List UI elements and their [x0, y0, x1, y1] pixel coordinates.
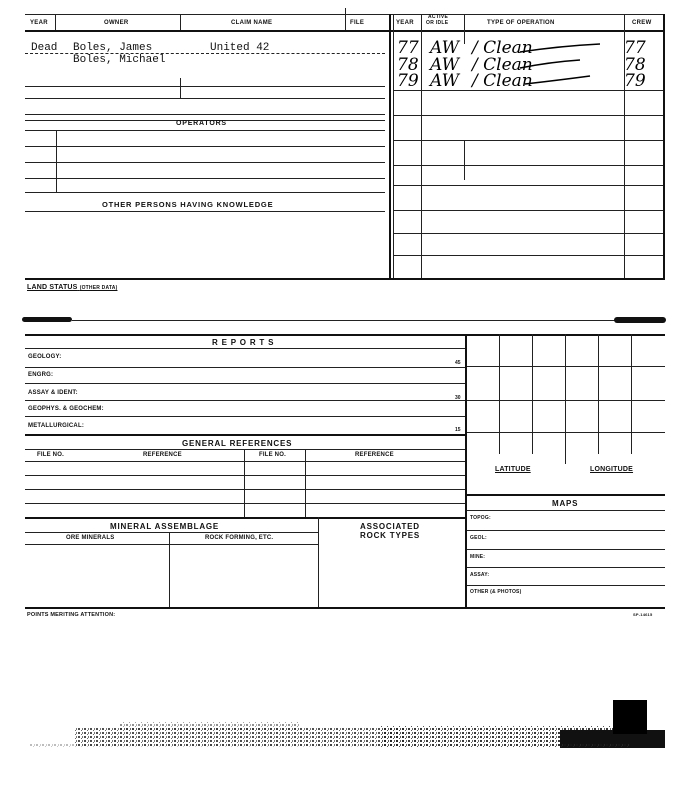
report-geology: GEOLOGY:	[28, 354, 62, 360]
row-rule	[393, 90, 663, 91]
header-type-of-operation: TYPE OF OPERATION	[487, 20, 555, 26]
op-type-3: / Clean	[472, 71, 533, 91]
report-geophys: GEOPHYS. & GEOCHEM:	[28, 406, 104, 412]
row-rule	[25, 348, 465, 349]
maps-topog: TOPOG:	[470, 515, 491, 521]
op-status-2: AW	[430, 55, 460, 75]
row-rule	[467, 510, 665, 511]
latitude-label: LATITUDE	[495, 466, 531, 473]
row-rule	[467, 549, 665, 550]
longitude-label: LONGITUDE	[590, 466, 634, 473]
report-metallurgical-num: 15	[455, 427, 461, 433]
header-active: ACTIVE	[428, 14, 449, 20]
form-number: SP-14615	[633, 612, 653, 617]
ink-smear-right	[614, 317, 666, 323]
grid-line	[598, 334, 599, 454]
row-rule	[25, 114, 385, 115]
op-type-1: / Clean	[472, 38, 533, 58]
form-bottom-rule	[25, 607, 665, 609]
header-crew: CREW	[632, 20, 652, 26]
row-rule	[25, 178, 385, 179]
top-block-bottom-rule	[25, 278, 665, 280]
maps-heading: MAPS	[552, 499, 579, 508]
header-file: FILE	[350, 20, 365, 26]
row-rule	[25, 475, 465, 476]
header-bottom-rule	[25, 30, 663, 32]
row-rule	[393, 140, 663, 141]
op-status-3: AW	[430, 71, 460, 91]
ref-reference-2: REFERENCE	[355, 452, 394, 458]
handwriting-strokes	[480, 40, 650, 90]
grid-line	[467, 366, 665, 367]
grid-line	[532, 334, 533, 454]
row-rule	[467, 567, 665, 568]
op-type-2: / Clean	[472, 55, 533, 75]
scan-noise	[0, 700, 678, 780]
reports-heading: R E P O R T S	[212, 338, 275, 347]
row-rule	[72, 320, 617, 321]
row-rule	[25, 146, 385, 147]
row-rule	[25, 86, 385, 87]
row-rule	[25, 517, 465, 519]
ref-file-no-1: FILE NO.	[37, 452, 64, 458]
row-rule	[25, 489, 465, 490]
row-rule	[467, 585, 665, 586]
claim-name-value: United 42	[210, 42, 270, 54]
owner-entry-year: Dead	[31, 42, 58, 54]
row-rule	[25, 400, 465, 401]
header-claim-name: CLAIM NAME	[231, 20, 273, 26]
row-rule	[25, 449, 465, 450]
col-sep	[180, 78, 181, 98]
mineral-assemblage-heading: MINERAL ASSEMBLAGE	[110, 522, 220, 531]
row-rule	[393, 115, 663, 116]
report-metallurgical: METALLURGICAL:	[28, 423, 85, 429]
row-rule	[25, 130, 385, 131]
general-references-heading: GENERAL REFERENCES	[182, 439, 293, 448]
row-rule	[25, 434, 465, 436]
owner-name-2: Boles, Michael	[73, 54, 166, 66]
col-sep	[169, 532, 170, 607]
grid-line	[467, 432, 665, 433]
maps-geol: GEOL:	[470, 535, 487, 541]
rock-types-heading: ROCK TYPES	[360, 531, 421, 540]
associated-heading: ASSOCIATED	[360, 522, 420, 531]
op-year-3: 79	[397, 71, 419, 91]
status-col-divider	[464, 14, 465, 44]
right-block-divider	[389, 14, 391, 279]
owner-name-1: Boles, James	[73, 42, 153, 54]
col-sep	[305, 449, 306, 517]
col-sep	[318, 517, 319, 607]
header-year-2: YEAR	[396, 20, 414, 26]
row-rule	[25, 192, 385, 193]
ref-file-no-2: FILE NO.	[259, 452, 286, 458]
row-rule	[25, 544, 318, 545]
op-crew-3: 79	[624, 71, 646, 91]
land-status-heading	[27, 284, 117, 291]
points-meriting-label: POINTS MERITING ATTENTION:	[27, 612, 116, 618]
row-rule	[393, 185, 663, 186]
row-rule	[25, 211, 385, 212]
report-assay-num: 30	[455, 395, 461, 401]
row-rule	[467, 530, 665, 531]
row-rule	[467, 494, 665, 496]
maps-other: OTHER (& PHOTOS)	[470, 589, 522, 595]
other-persons-heading: OTHER PERSONS HAVING KNOWLEDGE	[102, 200, 274, 209]
op-status-1: AW	[430, 38, 460, 58]
col-sep	[56, 130, 57, 192]
land-status-label: LAND STATUS	[27, 284, 78, 291]
status-col-divider-lower	[464, 140, 465, 180]
row-rule	[25, 532, 318, 533]
report-engrg: ENGRG:	[28, 372, 54, 378]
report-geology-num: 45	[455, 360, 461, 366]
reports-top-rule	[25, 334, 665, 336]
grid-line	[631, 334, 632, 454]
ink-smear-left	[22, 317, 72, 322]
row-rule	[25, 53, 385, 54]
row-rule	[393, 210, 663, 211]
row-rule	[393, 165, 663, 166]
row-rule	[393, 255, 663, 256]
ore-minerals-label: ORE MINERALS	[66, 535, 115, 541]
row-rule	[25, 503, 465, 504]
op-year-2: 78	[397, 55, 419, 75]
maps-mine: MINE:	[470, 554, 486, 560]
row-rule	[25, 98, 385, 99]
header-or-idle: OR IDLE	[426, 20, 449, 26]
row-rule	[25, 162, 385, 163]
right-block-divider-inner	[393, 14, 394, 279]
grid-line	[467, 400, 665, 401]
op-year-1: 77	[397, 38, 419, 58]
ref-reference-1: REFERENCE	[143, 452, 182, 458]
row-rule	[25, 461, 465, 462]
land-status-sub: (OTHER DATA)	[79, 285, 118, 291]
row-rule	[393, 233, 663, 234]
col-sep	[180, 14, 181, 30]
row-rule	[25, 367, 465, 368]
header-top-rule	[25, 14, 663, 15]
right-edge	[663, 14, 665, 279]
grid-line	[499, 334, 500, 454]
grid-line	[565, 334, 566, 464]
col-sep	[345, 8, 346, 30]
rock-forming-label: ROCK FORMING, ETC.	[205, 535, 274, 541]
header-year: YEAR	[30, 20, 48, 26]
year-col-divider	[421, 14, 422, 279]
row-rule	[25, 416, 465, 417]
col-sep	[55, 14, 56, 30]
op-crew-2: 78	[624, 55, 646, 75]
report-assay: ASSAY & IDENT:	[28, 390, 78, 396]
row-rule	[25, 383, 465, 384]
operators-heading: OPERATORS	[176, 120, 227, 127]
op-crew-1: 77	[624, 38, 646, 58]
col-sep	[244, 449, 245, 517]
maps-assay: ASSAY:	[470, 572, 490, 578]
header-owner: OWNER	[104, 20, 129, 26]
